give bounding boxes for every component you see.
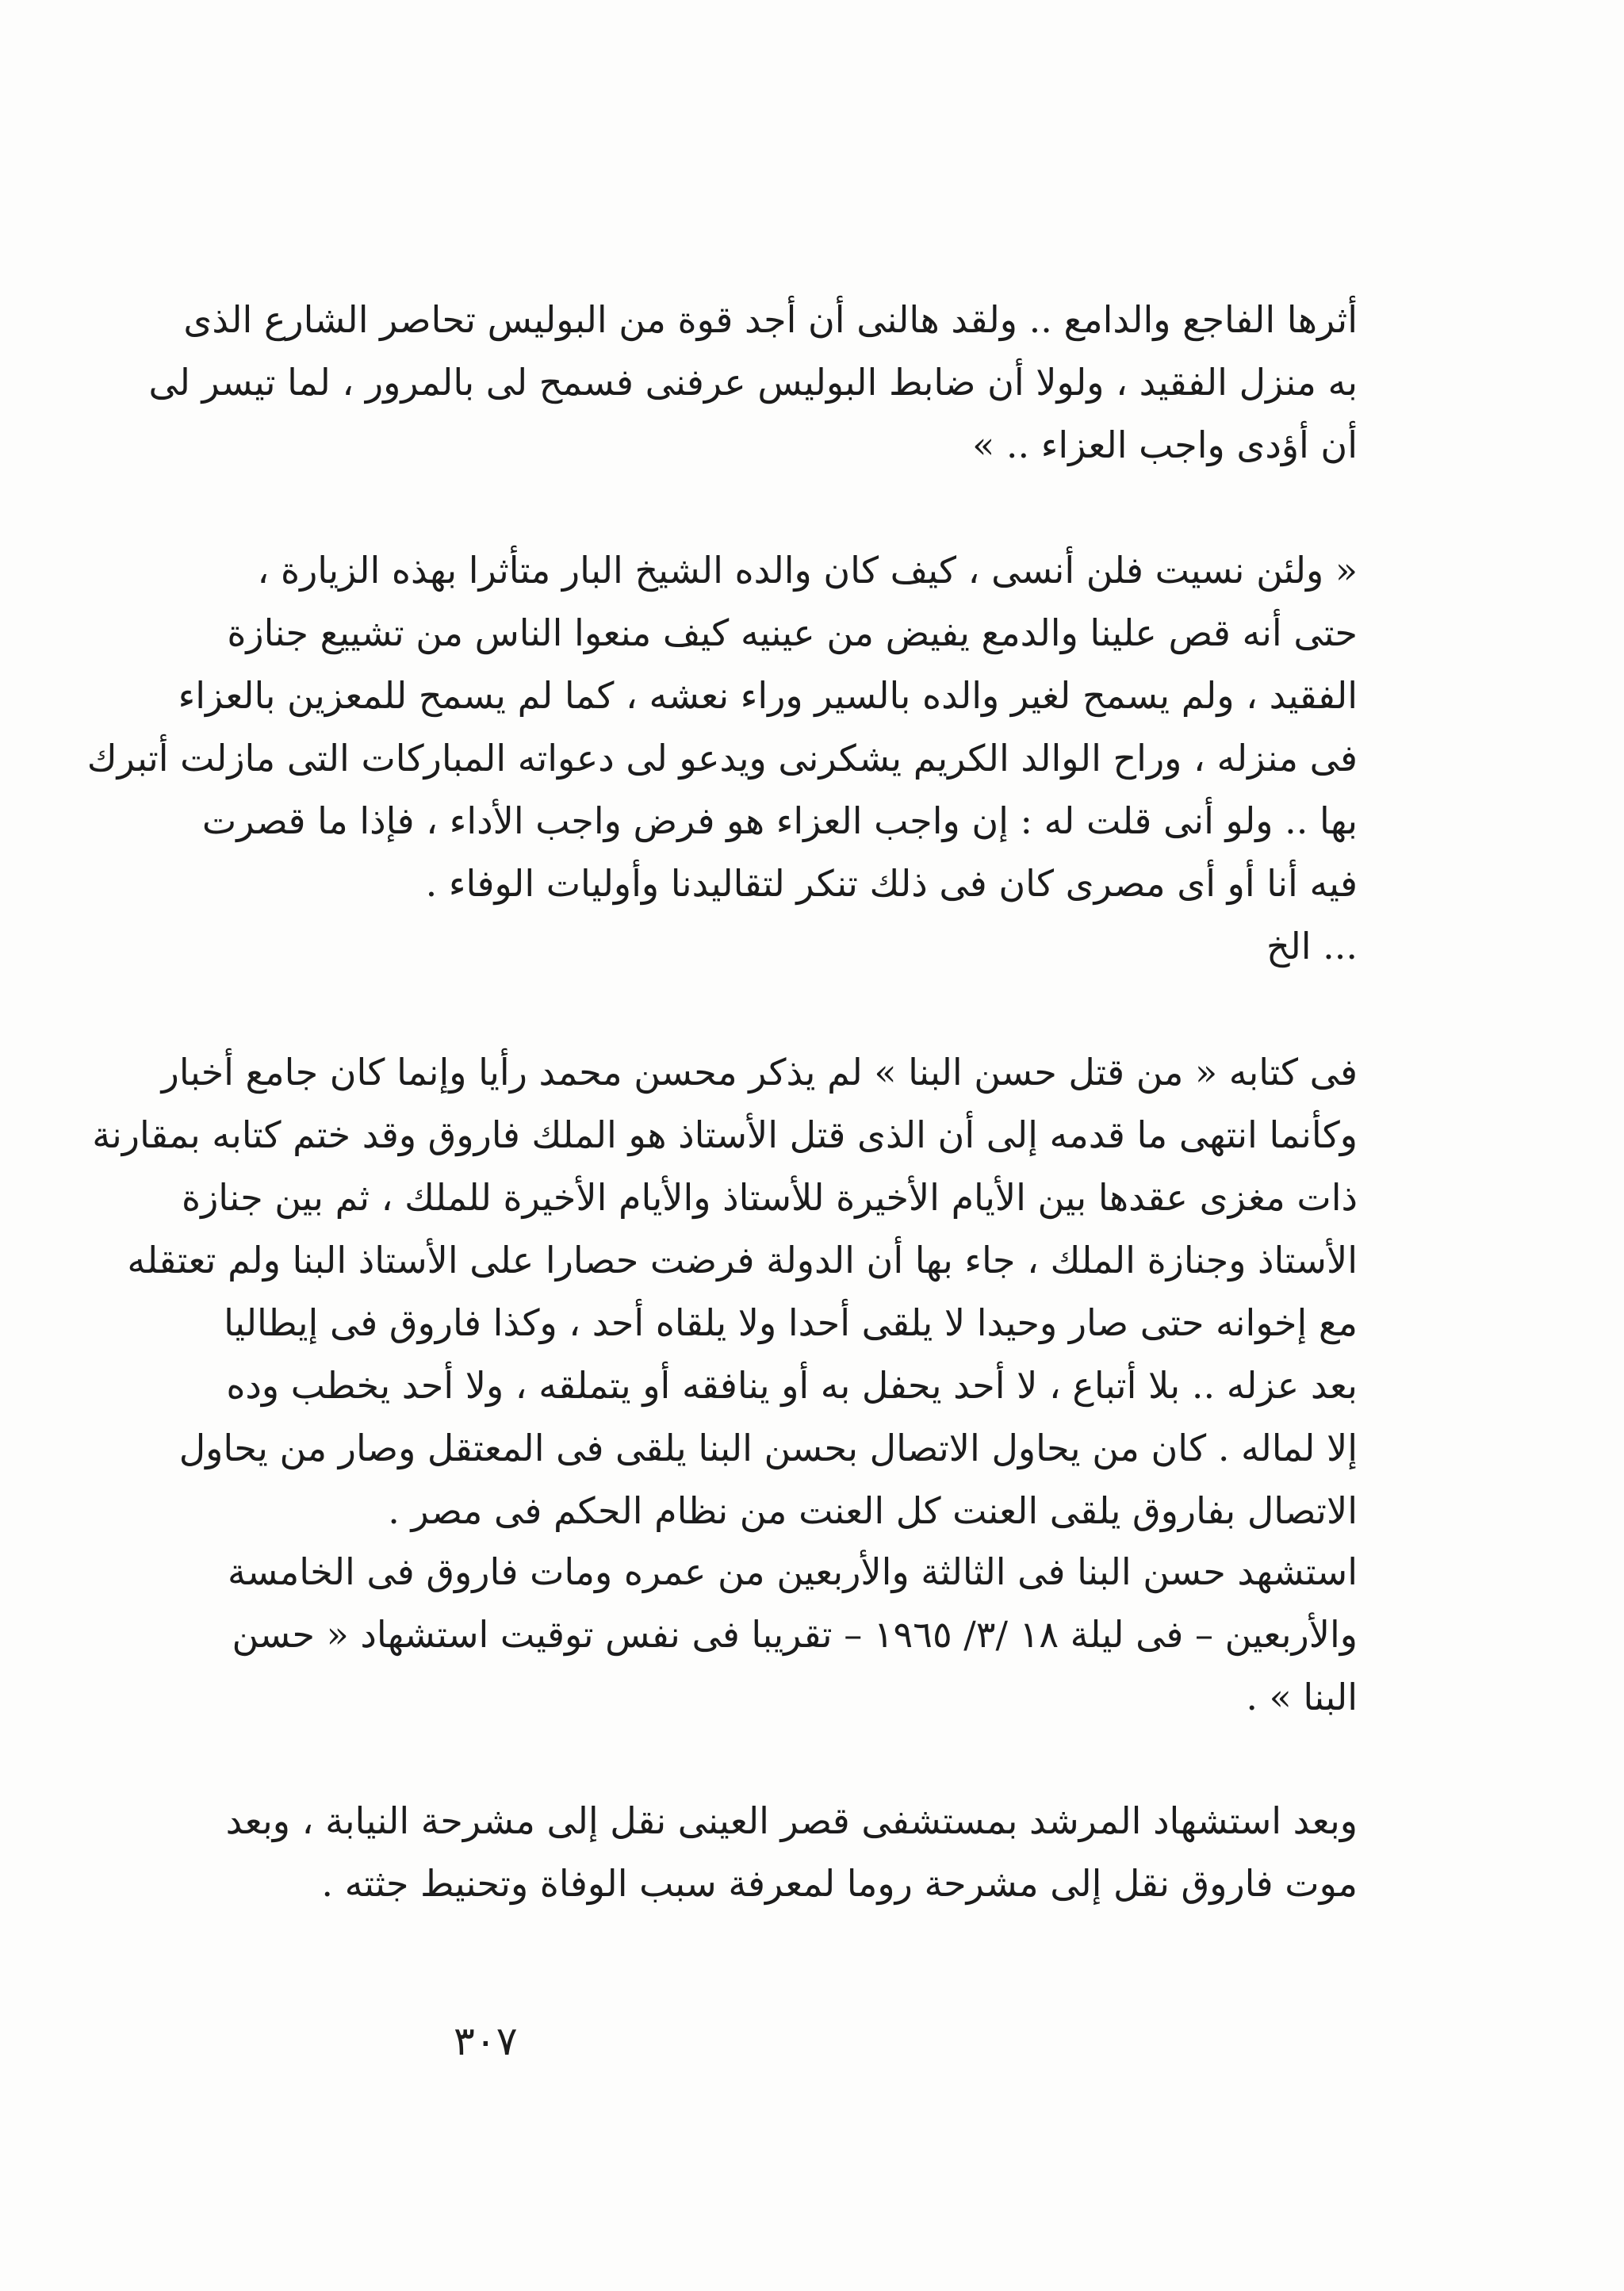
text-line: فى منزله ، وراح الوالد الكريم يشكرنى ويدعو لى دعواته المباركات التى مازلت أتبرك <box>86 737 1358 780</box>
text-line: وكأنما انتهى ما قدمه إلى أن الذى قتل الأستاذ هو الملك فاروق وقد ختم كتابه بمقارنة <box>92 1113 1358 1156</box>
text-line: فى كتابه « من قتل حسن البنا » لم يذكر محسن محمد رأيا وإنما كان جامع أخبار <box>161 1051 1358 1094</box>
paragraph-quote-father <box>86 539 1358 978</box>
text-line: الاتصال بفاروق يلقى العنت كل العنت من نظام الحكم فى مصر . <box>388 1489 1358 1532</box>
text-line: البنا » . <box>1246 1676 1358 1718</box>
text-line: حتى أنه قص علينا والدمع يفيض من عينيه كيف منعوا الناس من تشييع جنازة <box>227 611 1358 654</box>
paragraph-quote-ending <box>148 289 1358 477</box>
text-line: إلا لماله . كان من يحاول الاتصال بحسن البنا يلقى فى المعتقل وصار من يحاول <box>178 1427 1358 1469</box>
text-line: والأربعين – فى ليلة ١٨ /٣/ ١٩٦٥ – تقريبا فى نفس توقيت استشهاد « حسن <box>232 1613 1358 1656</box>
text-line: « ولئن نسيت فلن أنسى ، كيف كان والده الشيخ البار متأثرا بهذه الزيارة ، <box>257 549 1358 592</box>
text-line: ذات مغزى عقدها بين الأيام الأخيرة للأستاذ والأيام الأخيرة للملك ، ثم بين جنازة <box>181 1176 1358 1219</box>
text-line: استشهد حسن البنا فى الثالثة والأربعين من عمره ومات فاروق فى الخامسة <box>227 1550 1358 1593</box>
text-line: مع إخوانه حتى صار وحيدا لا يلقى أحدا ولا يلقاه أحد ، وكذا فاروق فى إيطاليا <box>224 1301 1358 1344</box>
page-number: ٣٠٧ <box>454 2018 518 2064</box>
paragraph-book-comparison <box>92 1041 1358 1542</box>
text-line: أن أؤدى واجب العزاء .. » <box>972 423 1358 466</box>
text-line: بعد عزله .. بلا أتباع ، لا أحد يحفل به أو ينافقه أو يتملقه ، ولا أحد يخطب وده <box>226 1364 1358 1407</box>
text-line: موت فاروق نقل إلى مشرحة روما لمعرفة سبب الوفاة وتحنيط جثته . <box>321 1862 1358 1905</box>
text-line: به منزل الفقيد ، ولولا أن ضابط البوليس عرفنى فسمح لى بالمرور ، لما تيسر لى <box>148 361 1358 404</box>
paragraph-martyrdom-date <box>227 1541 1358 1729</box>
text-line: الأستاذ وجنازة الملك ، جاء بها أن الدولة فرضت حصارا على الأستاذ البنا ولم تعتقله <box>127 1239 1358 1282</box>
text-line: فيه أنا أو أى مصرى كان فى ذلك تنكر لتقاليدنا وأوليات الوفاء . <box>425 862 1358 905</box>
text-line: ... الخ <box>1266 925 1358 967</box>
text-line: أثرها الفاجع والدامع .. ولقد هالنى أن أجد قوة من البوليس تحاصر الشارع الذى <box>183 298 1358 341</box>
paragraph-morgue <box>225 1790 1358 1915</box>
text-line: الفقيد ، ولم يسمح لغير والده بالسير وراء نعشه ، كما لم يسمح للمعزين بالعزاء <box>178 674 1358 717</box>
text-line: بها .. ولو أنى قلت له : إن واجب العزاء هو فرض واجب الأداء ، فإذا ما قصرت <box>201 799 1358 842</box>
text-line: وبعد استشهاد المرشد بمستشفى قصر العينى نقل إلى مشرحة النيابة ، وبعد <box>225 1799 1358 1842</box>
